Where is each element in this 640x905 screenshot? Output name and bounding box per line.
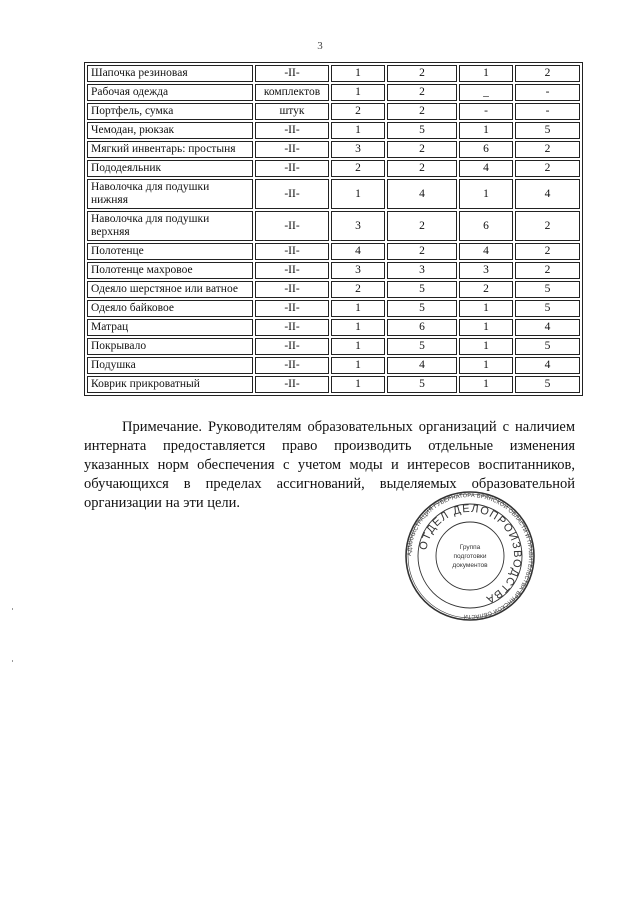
- value-cell: 2: [387, 243, 457, 260]
- stamp-center-line-1: Группа: [459, 544, 481, 551]
- item-name-cell: Одеяло шерстяное или ватное: [87, 281, 253, 298]
- item-name-cell: Чемодан, рюкзак: [87, 122, 253, 139]
- value-cell: 4: [387, 179, 457, 209]
- item-name-cell: Наволочка для подушки нижняя: [87, 179, 253, 209]
- table-row: [87, 103, 580, 120]
- item-name-cell: Полотенце махровое: [87, 262, 253, 279]
- value-cell: 4: [387, 357, 457, 374]
- value-cell: 3: [331, 211, 385, 241]
- unit-cell: комплектов: [255, 84, 329, 101]
- value-cell: 2: [459, 281, 513, 298]
- item-name-cell: Пододеяльник: [87, 160, 253, 177]
- unit-cell: -II-: [255, 262, 329, 279]
- scan-mark: [12, 608, 13, 610]
- value-cell: 2: [515, 65, 580, 82]
- value-cell: 1: [331, 84, 385, 101]
- table-row: [87, 319, 580, 336]
- stamp-center-line-3: документов: [452, 562, 488, 569]
- value-cell: 1: [459, 319, 513, 336]
- unit-cell: -II-: [255, 300, 329, 317]
- item-name-cell: Портфель, сумка: [87, 103, 253, 120]
- value-cell: 5: [387, 300, 457, 317]
- value-cell: 5: [387, 281, 457, 298]
- value-cell: 1: [459, 338, 513, 355]
- unit-cell: -II-: [255, 376, 329, 393]
- value-cell: 2: [515, 262, 580, 279]
- value-cell: 5: [515, 122, 580, 139]
- value-cell: 1: [459, 179, 513, 209]
- value-cell: 5: [515, 281, 580, 298]
- value-cell: 3: [331, 141, 385, 158]
- scan-mark: [12, 660, 13, 662]
- value-cell: 2: [331, 281, 385, 298]
- table-row: [87, 211, 580, 241]
- value-cell: 1: [331, 376, 385, 393]
- table-row: [87, 376, 580, 393]
- item-name-cell: Полотенце: [87, 243, 253, 260]
- value-cell: 1: [331, 338, 385, 355]
- value-cell: 2: [387, 103, 457, 120]
- value-cell: 2: [387, 160, 457, 177]
- value-cell: 2: [515, 243, 580, 260]
- value-cell: 3: [387, 262, 457, 279]
- item-name-cell: Покрывало: [87, 338, 253, 355]
- unit-cell: штук: [255, 103, 329, 120]
- value-cell: 4: [459, 243, 513, 260]
- stamp-ring-text: ОТДЕЛ ДЕЛОПРОИЗВОДСТВА: [417, 502, 524, 606]
- table-row: [87, 65, 580, 82]
- table-row: [87, 84, 580, 101]
- value-cell: 6: [459, 141, 513, 158]
- value-cell: 2: [331, 160, 385, 177]
- table-row: [87, 243, 580, 260]
- value-cell: 2: [515, 141, 580, 158]
- item-name-cell: Матрац: [87, 319, 253, 336]
- item-name-cell: Шапочка резиновая: [87, 65, 253, 82]
- value-cell: 5: [387, 376, 457, 393]
- value-cell: 4: [515, 357, 580, 374]
- value-cell: 1: [459, 357, 513, 374]
- value-cell: 2: [515, 160, 580, 177]
- unit-cell: -II-: [255, 211, 329, 241]
- value-cell: 1: [331, 65, 385, 82]
- table-row: [87, 262, 580, 279]
- value-cell: 5: [515, 300, 580, 317]
- value-cell: 5: [515, 338, 580, 355]
- table-row: [87, 357, 580, 374]
- unit-cell: -II-: [255, 243, 329, 260]
- value-cell: -: [515, 84, 580, 101]
- table-row: [87, 281, 580, 298]
- value-cell: 5: [387, 338, 457, 355]
- table-row: [87, 160, 580, 177]
- item-name-cell: Коврик прикроватный: [87, 376, 253, 393]
- value-cell: 1: [331, 319, 385, 336]
- value-cell: 3: [331, 262, 385, 279]
- item-name-cell: Подушка: [87, 357, 253, 374]
- unit-cell: -II-: [255, 141, 329, 158]
- value-cell: 2: [387, 141, 457, 158]
- unit-cell: -II-: [255, 281, 329, 298]
- value-cell: 1: [331, 357, 385, 374]
- unit-cell: -II-: [255, 179, 329, 209]
- stamp-outer-text: АДМИНИСТРАЦИЯ ГУБЕРНАТОРА БРЯНСКОЙ ОБЛАСТИ И ПРАВИТЕЛЬСТВА БРЯНСКОЙ ОБЛАСТИ: [406, 492, 534, 620]
- note-text: Примечание. Руководителям образовательных организаций с наличием интерната предоставляется право производить отдельные изменения указанных норм обеспечения с учетом моды и интересов воспитанников, обучающихся в пределах ассигнований, выделяемых образовательной организации на эти цели.: [84, 419, 575, 511]
- value-cell: 1: [459, 122, 513, 139]
- value-cell: -: [515, 103, 580, 120]
- value-cell: 4: [515, 319, 580, 336]
- value-cell: 4: [515, 179, 580, 209]
- unit-cell: -II-: [255, 338, 329, 355]
- value-cell: 5: [387, 122, 457, 139]
- unit-cell: -II-: [255, 122, 329, 139]
- table-row: [87, 179, 580, 209]
- value-cell: 2: [387, 84, 457, 101]
- official-stamp: [404, 490, 536, 622]
- unit-cell: -II-: [255, 357, 329, 374]
- table-row: [87, 300, 580, 317]
- table-body: [87, 65, 580, 393]
- page-number: 3: [317, 40, 323, 52]
- item-name-cell: Мягкий инвентарь: простыня: [87, 141, 253, 158]
- value-cell: 1: [331, 122, 385, 139]
- value-cell: 2: [387, 211, 457, 241]
- value-cell: 1: [459, 376, 513, 393]
- table-row: [87, 338, 580, 355]
- table-row: [87, 141, 580, 158]
- value-cell: 3: [459, 262, 513, 279]
- value-cell: 1: [459, 300, 513, 317]
- unit-cell: -II-: [255, 319, 329, 336]
- value-cell: 1: [331, 300, 385, 317]
- value-cell: -: [459, 103, 513, 120]
- value-cell: 1: [331, 179, 385, 209]
- value-cell: 6: [387, 319, 457, 336]
- supply-norms-table: [84, 62, 583, 396]
- unit-cell: -II-: [255, 65, 329, 82]
- value-cell: 6: [459, 211, 513, 241]
- table-row: [87, 122, 580, 139]
- unit-cell: -II-: [255, 160, 329, 177]
- item-name-cell: Наволочка для подушки верхняя: [87, 211, 253, 241]
- value-cell: 2: [331, 103, 385, 120]
- value-cell: 1: [459, 65, 513, 82]
- item-name-cell: Рабочая одежда: [87, 84, 253, 101]
- value-cell: 4: [459, 160, 513, 177]
- stamp-center-line-2: подготовки: [453, 553, 487, 560]
- value-cell: 2: [515, 211, 580, 241]
- value-cell: 2: [387, 65, 457, 82]
- value-cell: 5: [515, 376, 580, 393]
- value-cell: _: [459, 84, 513, 101]
- value-cell: 4: [331, 243, 385, 260]
- item-name-cell: Одеяло байковое: [87, 300, 253, 317]
